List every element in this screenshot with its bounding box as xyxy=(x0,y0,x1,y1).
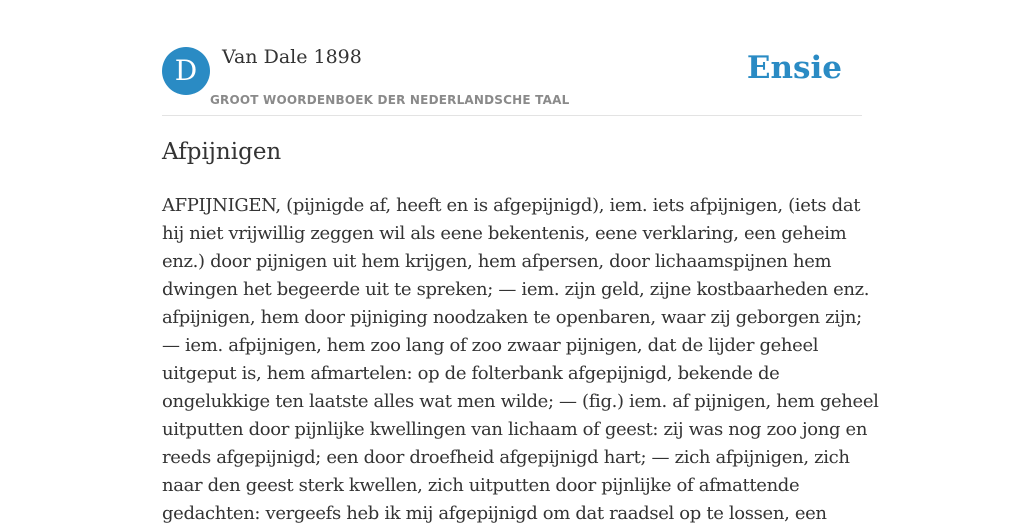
definition-line: gedachten: vergeefs heb ik mij afgepijnigd om dat raadsel op te lossen, een xyxy=(162,503,827,524)
definition-line: reeds afgepijnigd; een door droefheid afgepijnigd hart; — zich afpijnigen, zich xyxy=(162,447,850,468)
dictionary-subtitle: GROOT WOORDENBOEK DER NEDERLANDSCHE TAAL xyxy=(210,93,570,107)
dictionary-title[interactable]: Van Dale 1898 xyxy=(222,46,362,68)
definition-line: AFPIJNIGEN, (pijnigde af, heeft en is afgepijnigd), iem. iets afpijnigen, (iets dat xyxy=(162,195,861,216)
definition-line: uitgeput is, hem afmartelen: op de folterbank afgepijnigd, bekende de xyxy=(162,363,780,384)
entry-title: Afpijnigen xyxy=(162,139,282,165)
dictionary-logo-icon[interactable]: D xyxy=(162,47,210,95)
definition-line: ongelukkige ten laatste alles wat men wilde; — (fig.) iem. af pijnigen, hem geheel xyxy=(162,391,879,412)
brand-logo[interactable]: Ensie xyxy=(746,50,842,86)
entry-definition xyxy=(162,192,879,528)
definition-line: dwingen het begeerde uit te spreken; — iem. zijn geld, zijne kostbaarheden enz. xyxy=(162,279,870,300)
definition-line: — iem. afpijnigen, hem zoo lang of zoo zwaar pijnigen, dat de lijder geheel xyxy=(162,335,819,356)
definition-line: uitputten door pijnlijke kwellingen van lichaam of geest: zij was nog zoo jong en xyxy=(162,419,868,440)
definition-line: enz.) door pijnigen uit hem krijgen, hem afpersen, door lichaamspijnen hem xyxy=(162,251,832,272)
definition-line: hij niet vrijwillig zeggen wil als eene bekentenis, eene verklaring, een geheim xyxy=(162,223,847,244)
definition-line: afpijnigen, hem door pijniging noodzaken te openbaren, waar zij geborgen zijn; xyxy=(162,307,862,328)
dictionary-header xyxy=(162,46,862,116)
definition-line: naar den geest sterk kwellen, zich uitputten door pijnlijke of afmattende xyxy=(162,475,800,496)
